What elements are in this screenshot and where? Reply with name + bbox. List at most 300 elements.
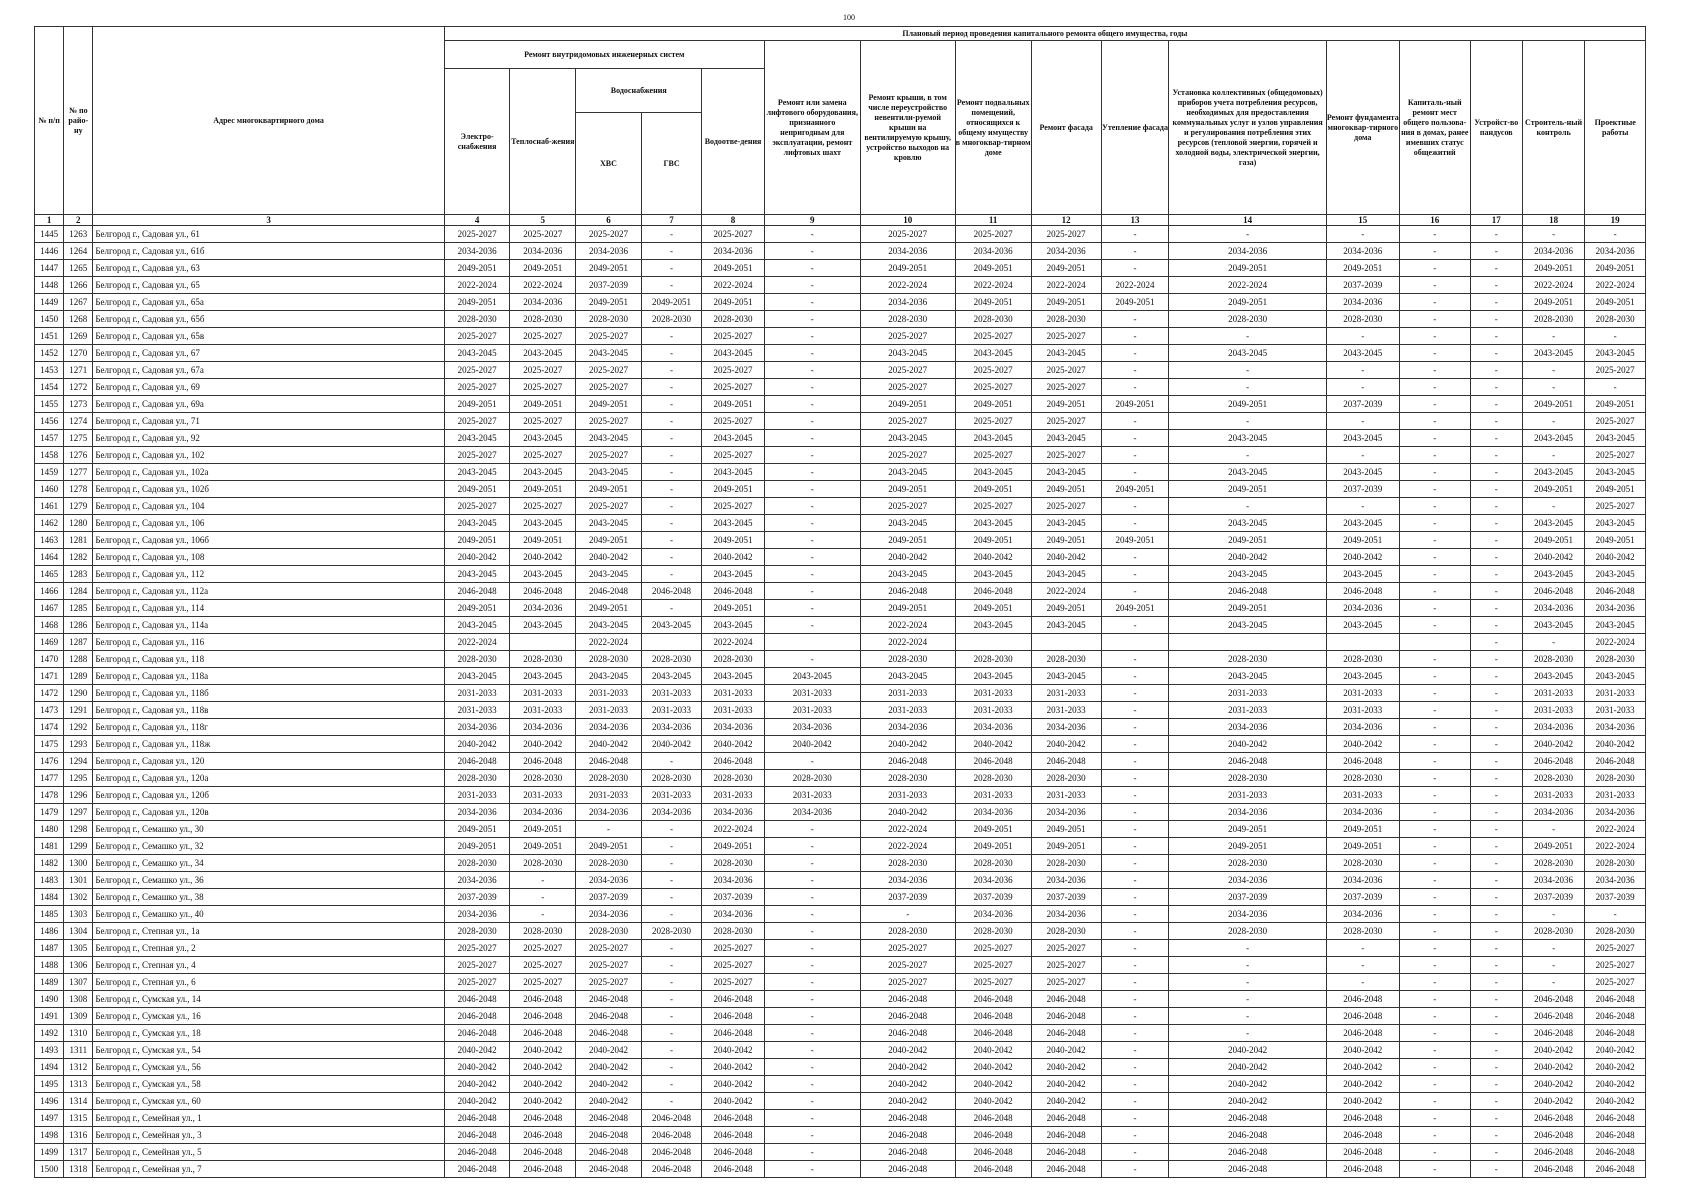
table-cell: - [1522,940,1585,957]
table-cell: 2043-2045 [510,515,576,532]
table-cell: 2031-2033 [1326,787,1399,804]
table-cell: 2040-2042 [1169,1059,1326,1076]
table-cell: 2028-2030 [641,651,701,668]
address-cell: Белгород г., Семейная ул., 3 [93,1127,444,1144]
table-cell: 2025-2027 [860,226,955,243]
table-cell: 2040-2042 [702,1042,765,1059]
table-cell: 2028-2030 [576,923,642,940]
table-cell: - [764,379,860,396]
table-row [35,957,1646,974]
table-cell: - [764,413,860,430]
table-cell: 2049-2051 [1522,481,1585,498]
table-cell: 2028-2030 [1169,855,1326,872]
table-cell: 2046-2048 [860,1025,955,1042]
table-cell: 2028-2030 [1169,770,1326,787]
table-cell: 2040-2042 [1585,1093,1646,1110]
table-cell: - [1522,634,1585,651]
table-cell: 2043-2045 [1169,345,1326,362]
table-cell: 2040-2042 [1031,549,1101,566]
table-cell: 1493 [35,1042,64,1059]
table-row [35,379,1646,396]
table-cell: 2034-2036 [764,804,860,821]
column-number: 14 [1169,215,1326,226]
table-cell: 2025-2027 [955,362,1031,379]
table-cell: - [764,566,860,583]
table-row [35,549,1646,566]
table-cell: 2028-2030 [702,923,765,940]
address-cell: Белгород г., Садовая ул., 65б [93,311,444,328]
table-row [35,736,1646,753]
table-cell: 2025-2027 [955,498,1031,515]
table-cell: 2028-2030 [955,855,1031,872]
table-row [35,396,1646,413]
address-cell: Белгород г., Садовая ул., 118ж [93,736,444,753]
table-cell: - [1101,1093,1169,1110]
table-cell: 1478 [35,787,64,804]
table-cell: 2046-2048 [955,753,1031,770]
table-cell: - [1470,481,1522,498]
table-cell: 2025-2027 [576,498,642,515]
table-cell: - [1169,498,1326,515]
table-cell: 2034-2036 [1326,600,1399,617]
table-cell: 2025-2027 [702,379,765,396]
table-cell: 2028-2030 [510,923,576,940]
table-cell: 2046-2048 [1522,1008,1585,1025]
table-cell: - [764,855,860,872]
table-cell: 2046-2048 [1326,583,1399,600]
table-cell: 2034-2036 [764,719,860,736]
table-cell: 2040-2042 [444,549,510,566]
table-cell: 2031-2033 [955,685,1031,702]
table-cell: 2046-2048 [510,1025,576,1042]
table-cell: - [1470,1008,1522,1025]
table-cell: 2037-2039 [444,889,510,906]
table-cell: 2046-2048 [1326,1127,1399,1144]
table-cell [1326,634,1399,651]
table-row [35,498,1646,515]
table-cell: - [1470,872,1522,889]
table-cell: 2049-2051 [1326,532,1399,549]
table-cell: 2046-2048 [1031,1127,1101,1144]
table-cell: 2046-2048 [1585,1144,1646,1161]
table-cell: 2049-2051 [1169,294,1326,311]
table-cell: 2025-2027 [1031,940,1101,957]
table-cell: - [1470,736,1522,753]
table-cell: 2022-2024 [860,617,955,634]
table-cell: 2025-2027 [444,940,510,957]
table-cell: 2043-2045 [1326,566,1399,583]
table-cell: - [1399,481,1470,498]
table-cell: - [1399,974,1470,991]
table-cell: 2046-2048 [444,753,510,770]
address-cell: Белгород г., Степная ул., 6 [93,974,444,991]
table-row [35,447,1646,464]
table-cell: 1472 [35,685,64,702]
table-cell: - [1399,379,1470,396]
table-cell: 1305 [64,940,93,957]
address-cell: Белгород г., Семашко ул., 40 [93,906,444,923]
column-number: 15 [1326,215,1399,226]
table-cell: - [1470,1144,1522,1161]
table-cell: 2046-2048 [576,991,642,1008]
table-cell: 2025-2027 [702,226,765,243]
table-cell: 2034-2036 [1031,719,1101,736]
table-cell: 2043-2045 [1585,515,1646,532]
table-cell: 1476 [35,753,64,770]
table-cell: 1299 [64,838,93,855]
table-cell: 2031-2033 [860,702,955,719]
table-cell: 1474 [35,719,64,736]
table-row [35,226,1646,243]
table-cell: 2028-2030 [576,855,642,872]
table-cell: - [1399,1059,1470,1076]
table-cell: 2028-2030 [702,770,765,787]
table-cell: - [1470,923,1522,940]
table-cell: 2025-2027 [576,940,642,957]
table-cell: 2025-2027 [1585,447,1646,464]
table-cell: - [764,498,860,515]
table-cell: 2028-2030 [444,770,510,787]
table-row [35,600,1646,617]
address-cell: Белгород г., Садовая ул., 118б [93,685,444,702]
table-cell: 2028-2030 [1326,770,1399,787]
table-cell: 2046-2048 [1326,1025,1399,1042]
table-row [35,651,1646,668]
table-cell: 1280 [64,515,93,532]
table-cell: - [1169,991,1326,1008]
table-cell: - [1169,974,1326,991]
table-cell [1031,634,1101,651]
table-cell: 2049-2051 [1522,396,1585,413]
table-row [35,991,1646,1008]
table-cell: 1452 [35,345,64,362]
table-cell: 2049-2051 [1326,260,1399,277]
table-cell: - [1399,651,1470,668]
table-cell: 1296 [64,787,93,804]
capital-repair-table [34,26,1646,1178]
page-number: 100 [843,13,855,22]
table-cell: 2043-2045 [1585,464,1646,481]
table-cell: - [641,328,701,345]
table-cell: - [764,821,860,838]
table-cell: - [641,515,701,532]
table-cell: - [641,940,701,957]
address-cell: Белгород г., Семейная ул., 5 [93,1144,444,1161]
table-cell: - [641,753,701,770]
table-cell: 2022-2024 [444,277,510,294]
table-cell: 2049-2051 [444,838,510,855]
table-cell: 2049-2051 [702,294,765,311]
table-cell: 2037-2039 [955,889,1031,906]
table-cell: 2043-2045 [764,668,860,685]
address-cell: Белгород г., Садовая ул., 112 [93,566,444,583]
table-cell: 2046-2048 [444,1025,510,1042]
table-cell: 2046-2048 [955,1144,1031,1161]
table-cell: 2049-2051 [444,481,510,498]
table-cell: - [764,1110,860,1127]
table-cell: - [510,889,576,906]
table-cell: 2049-2051 [510,838,576,855]
table-cell: 2040-2042 [576,1059,642,1076]
table-cell: 1494 [35,1059,64,1076]
table-cell: 2040-2042 [1169,1093,1326,1110]
table-cell: 2034-2036 [702,804,765,821]
table-cell: - [764,294,860,311]
table-cell: - [1399,1042,1470,1059]
table-cell: 2025-2027 [1031,362,1101,379]
table-cell: - [1101,226,1169,243]
table-cell: 2031-2033 [764,787,860,804]
column-number: 13 [1101,215,1169,226]
table-cell: 1289 [64,668,93,685]
table-cell: 2031-2033 [1522,702,1585,719]
table-cell: 2046-2048 [1585,1161,1646,1178]
table-cell: 2034-2036 [576,719,642,736]
table-cell: - [1399,464,1470,481]
table-cell: - [764,1059,860,1076]
table-cell: 2040-2042 [702,736,765,753]
column-number: 12 [1031,215,1101,226]
table-cell: - [1101,328,1169,345]
table-cell: 2046-2048 [510,583,576,600]
table-cell: - [1470,277,1522,294]
table-cell: 2046-2048 [1031,1110,1101,1127]
table-cell: 2025-2027 [510,957,576,974]
table-cell: 2049-2051 [444,532,510,549]
column-number-row [35,215,1646,226]
table-cell: 2049-2051 [1031,396,1101,413]
table-cell: 2049-2051 [702,481,765,498]
table-row [35,617,1646,634]
table-cell: - [1470,787,1522,804]
table-cell: - [1399,396,1470,413]
table-cell: 2034-2036 [1585,243,1646,260]
table-cell: 2046-2048 [510,1008,576,1025]
table-cell: 2049-2051 [1101,600,1169,617]
table-cell: - [1470,1110,1522,1127]
table-body [35,226,1646,1178]
table-cell: 2043-2045 [1585,345,1646,362]
table-cell: 2025-2027 [1585,940,1646,957]
table-cell: - [1101,515,1169,532]
table-cell: 2046-2048 [1522,1144,1585,1161]
table-cell: 2046-2048 [1585,583,1646,600]
table-cell: 2049-2051 [444,294,510,311]
table-row [35,634,1646,651]
table-cell: - [1470,1042,1522,1059]
header-meters: Установка коллективных (общедомовых) приборов учета потребления ресурсов, необходимых для предоставления коммунальных услуг и узлов управления и регулирования потребления этих ресурсов (тепловой энергии, горячей и холодной воды, электрической энергии, газа) [1169,41,1326,215]
table-cell: 2022-2024 [1585,634,1646,651]
table-cell: - [641,974,701,991]
table-cell: - [641,1025,701,1042]
table-cell: 2028-2030 [1585,651,1646,668]
table-cell: 1481 [35,838,64,855]
table-cell: 1271 [64,362,93,379]
table-cell: - [1169,362,1326,379]
table-cell: 2028-2030 [510,311,576,328]
table-cell: 2043-2045 [1169,430,1326,447]
column-number: 16 [1399,215,1470,226]
table-cell: - [1101,787,1169,804]
table-cell: 2043-2045 [955,515,1031,532]
table-cell: 2028-2030 [641,923,701,940]
table-cell: 2028-2030 [1522,770,1585,787]
table-cell: - [1101,1042,1169,1059]
table-cell: 2043-2045 [860,515,955,532]
table-cell: - [1522,379,1585,396]
table-cell: - [764,243,860,260]
table-row [35,1144,1646,1161]
table-cell: 2046-2048 [702,583,765,600]
table-cell: - [764,260,860,277]
table-cell: 2046-2048 [444,1110,510,1127]
table-cell: 2043-2045 [1326,668,1399,685]
table-cell [1169,634,1326,651]
table-cell: 2034-2036 [1169,906,1326,923]
table-cell: 2028-2030 [1522,651,1585,668]
table-cell: 1298 [64,821,93,838]
address-cell: Белгород г., Сумская ул., 54 [93,1042,444,1059]
table-cell: - [1101,1025,1169,1042]
table-cell: 2049-2051 [955,532,1031,549]
table-cell: - [1326,447,1399,464]
table-cell: 2049-2051 [1031,481,1101,498]
table-cell: - [1470,1161,1522,1178]
table-row [35,294,1646,311]
table-cell: - [1169,447,1326,464]
table-cell: 2046-2048 [1169,1127,1326,1144]
table-cell: - [1522,447,1585,464]
table-cell: - [1399,1008,1470,1025]
table-cell: 2043-2045 [1031,617,1101,634]
table-cell: - [1399,328,1470,345]
table-cell: 2028-2030 [1585,311,1646,328]
table-cell: - [1101,736,1169,753]
table-cell: 2040-2042 [444,1093,510,1110]
table-cell: 1286 [64,617,93,634]
address-cell: Белгород г., Сумская ул., 14 [93,991,444,1008]
header-drainage: Водоотве-дения [702,69,765,215]
table-cell: 2034-2036 [444,243,510,260]
table-cell: 1461 [35,498,64,515]
table-cell: 2046-2048 [860,991,955,1008]
table-cell: 2034-2036 [1169,243,1326,260]
table-cell: - [1399,991,1470,1008]
table-cell: - [1101,940,1169,957]
table-cell: 2040-2042 [955,1042,1031,1059]
table-cell: - [1399,770,1470,787]
column-number: 5 [510,215,576,226]
table-cell: 2043-2045 [1585,566,1646,583]
table-cell: - [1399,719,1470,736]
table-cell: 2025-2027 [1585,362,1646,379]
table-cell: - [1470,855,1522,872]
table-cell: 1293 [64,736,93,753]
table-cell: 2031-2033 [1326,702,1399,719]
table-cell: 2031-2033 [576,787,642,804]
table-cell: 2043-2045 [1326,515,1399,532]
table-cell: 2043-2045 [702,566,765,583]
table-cell: - [641,1008,701,1025]
table-cell: - [1101,702,1169,719]
table-cell: 2040-2042 [1585,1076,1646,1093]
table-cell: 2040-2042 [860,1076,955,1093]
table-cell: 2046-2048 [702,1161,765,1178]
table-cell: - [1585,328,1646,345]
table-cell: - [764,464,860,481]
table-cell: 2025-2027 [702,974,765,991]
table-cell: - [764,362,860,379]
table-cell: - [764,549,860,566]
table-cell: 2022-2024 [702,821,765,838]
table-cell: 1453 [35,362,64,379]
table-cell: - [1470,651,1522,668]
table-cell: 2046-2048 [641,583,701,600]
table-row [35,430,1646,447]
table-cell: 2040-2042 [576,1093,642,1110]
table-cell: 2028-2030 [1031,770,1101,787]
table-cell: 2025-2027 [1585,413,1646,430]
table-cell: - [1326,940,1399,957]
table-cell: 2034-2036 [1522,804,1585,821]
table-cell: 2049-2051 [702,838,765,855]
table-cell: - [1470,804,1522,821]
table-cell: 2049-2051 [1326,821,1399,838]
table-cell: 2040-2042 [1585,1042,1646,1059]
table-cell: 2049-2051 [444,260,510,277]
address-cell: Белгород г., Садовая ул., 118 [93,651,444,668]
table-cell: - [1101,430,1169,447]
table-cell: 2049-2051 [702,600,765,617]
table-cell: 2034-2036 [1031,872,1101,889]
table-cell: 2043-2045 [576,345,642,362]
table-cell: 2031-2033 [576,685,642,702]
table-cell: 2040-2042 [955,549,1031,566]
table-cell: - [1585,906,1646,923]
table-cell: - [1470,702,1522,719]
table-cell: 2043-2045 [1326,430,1399,447]
table-cell: 1279 [64,498,93,515]
table-cell: 2034-2036 [1522,600,1585,617]
table-cell: 2028-2030 [1031,311,1101,328]
table-cell: 2049-2051 [510,260,576,277]
table-cell: - [1101,651,1169,668]
table-cell: 2034-2036 [510,804,576,821]
table-cell [510,634,576,651]
table-cell: 2043-2045 [510,668,576,685]
address-cell: Белгород г., Садовая ул., 67а [93,362,444,379]
table-cell: - [1470,464,1522,481]
table-cell: 2031-2033 [444,685,510,702]
table-cell: 2043-2045 [510,464,576,481]
table-cell: 2046-2048 [1169,1161,1326,1178]
table-cell: 2046-2048 [1031,1008,1101,1025]
table-cell: - [1399,787,1470,804]
table-cell: 2040-2042 [444,1076,510,1093]
table-cell: 2049-2051 [860,396,955,413]
table-cell: - [764,923,860,940]
table-cell: 2040-2042 [1169,736,1326,753]
table-cell: - [1326,226,1399,243]
table-cell: 1496 [35,1093,64,1110]
table-cell: 2046-2048 [860,1144,955,1161]
table-cell: - [1470,1025,1522,1042]
table-cell: 2043-2045 [1585,668,1646,685]
table-cell: 1468 [35,617,64,634]
table-row [35,1076,1646,1093]
table-cell: 2040-2042 [1522,549,1585,566]
table-cell: 1450 [35,311,64,328]
